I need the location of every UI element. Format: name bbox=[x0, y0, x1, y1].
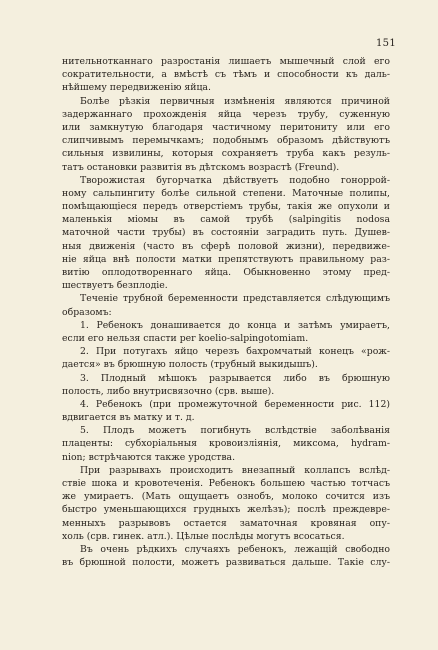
text-line: быстро уменьшающихся грудныхъ желѣзъ); послѣ преждевре- bbox=[62, 504, 390, 516]
text-line: nion; встрѣчаются также уродства. bbox=[62, 451, 236, 463]
text-line: сильныя извилины, которыя сохраняетъ труба какъ резуль- bbox=[62, 148, 390, 160]
text-line: же умираетъ. (Мать ощущаетъ ознобъ, молоко сочится изъ bbox=[62, 491, 390, 503]
text-line: Въ очень рѣдкихъ случаяхъ ребенокъ, лежащій свободно bbox=[80, 543, 390, 555]
text-line: 4. Ребенокъ (при промежуточной беременности рис. 112) bbox=[80, 398, 390, 410]
text-line: холь (срв. гинек. атл.). Цѣлые послѣды могутъ всосаться. bbox=[62, 530, 345, 542]
text-line: образомъ: bbox=[62, 306, 112, 318]
text-line: 2. При потугахъ яйцо черезъ бахромчатый конецъ «рож- bbox=[80, 346, 390, 358]
text-line: витію оплодотвореннаго яйца. Обыкновенно этому пред- bbox=[62, 267, 390, 278]
text-line: шествуетъ безплодіе. bbox=[62, 280, 168, 292]
text-line: сократительности, а вмѣстѣ съ тѣмъ и способности къ даль- bbox=[62, 69, 390, 81]
text-line: маточной части трубы) въ состояніи заградить путь. Душев- bbox=[62, 227, 390, 239]
text-line: полость, либо внутрисвязочно (срв. выше). bbox=[62, 385, 275, 397]
text-line: помѣщающіеся передъ отверстіемъ трубы, такія же опухоли и bbox=[62, 201, 390, 213]
text-line: въ брюшной полости, можетъ развиваться дальше. Такіе слу- bbox=[62, 557, 390, 569]
text-line: 5. Плодъ можетъ погибнуть вслѣдствіе заболѣванія bbox=[80, 425, 390, 437]
text-line: слипчивымъ перемычкамъ; подобнымъ образомъ дѣйствуютъ bbox=[62, 135, 390, 147]
text-line: ствіе шока и кровотеченія. Ребенокъ большею частью тотчасъ bbox=[62, 478, 390, 489]
text-line: нѣйшему передвиженію яйца. bbox=[62, 82, 211, 94]
text-line: дается» въ брюшную полость (трубный выкидышъ). bbox=[62, 359, 318, 371]
text-line: Теченіе трубной беременности представляется слѣдующимъ bbox=[80, 293, 390, 305]
text-line: татъ остановки развитія въ дѣтскомъ возрастѣ (Freund). bbox=[62, 161, 340, 173]
text-line: менныхъ разрывовъ остается заматочная кровяная опу- bbox=[62, 517, 390, 529]
text-line: нительнотканнаго разростанія лишаетъ мышечный слой его bbox=[62, 56, 390, 67]
text-line: вдвигается въ матку и т. д. bbox=[62, 412, 195, 424]
text-line: задержаннаго прохожденія яйца черезъ трубу, суженную bbox=[62, 108, 390, 120]
text-line: При разрывахъ происходитъ внезапный коллапсъ вслѣд- bbox=[80, 464, 390, 476]
text-line: ныя движенія (часто въ сферѣ половой жизни), передвиже- bbox=[62, 240, 390, 252]
text-line: 1. Ребенокъ донашивается до конца и затѣмъ умираетъ, bbox=[80, 319, 390, 331]
text-line: Творожистая бугорчатка дѣйствуетъ подобно гоноррой- bbox=[80, 174, 390, 186]
body-text bbox=[62, 55, 390, 569]
text-line: ному сальпингиту болѣе сильной степени. Маточные полипы, bbox=[62, 187, 390, 199]
text-line: если его нельзя спасти per koelio-salpingotomiam. bbox=[62, 332, 309, 344]
text-line: Болѣе рѣзкія первичныя измѣненія являются причиной bbox=[80, 95, 390, 107]
text-line: маленькія міомы въ самой трубѣ (salpingitis nodosa bbox=[62, 214, 390, 226]
text-line: или замкнутую благодаря частичному перитониту или его bbox=[62, 121, 390, 133]
text-line: 3. Плодный мѣшокъ разрывается либо въ брюшную bbox=[80, 372, 390, 384]
text-line: ніе яйца внѣ полости матки препятствуютъ правильному раз- bbox=[62, 253, 390, 265]
page-number: 151 bbox=[376, 38, 396, 49]
text-line: плаценты: субхоріальныя кровоизліянія, миксома, hydram- bbox=[62, 438, 390, 450]
